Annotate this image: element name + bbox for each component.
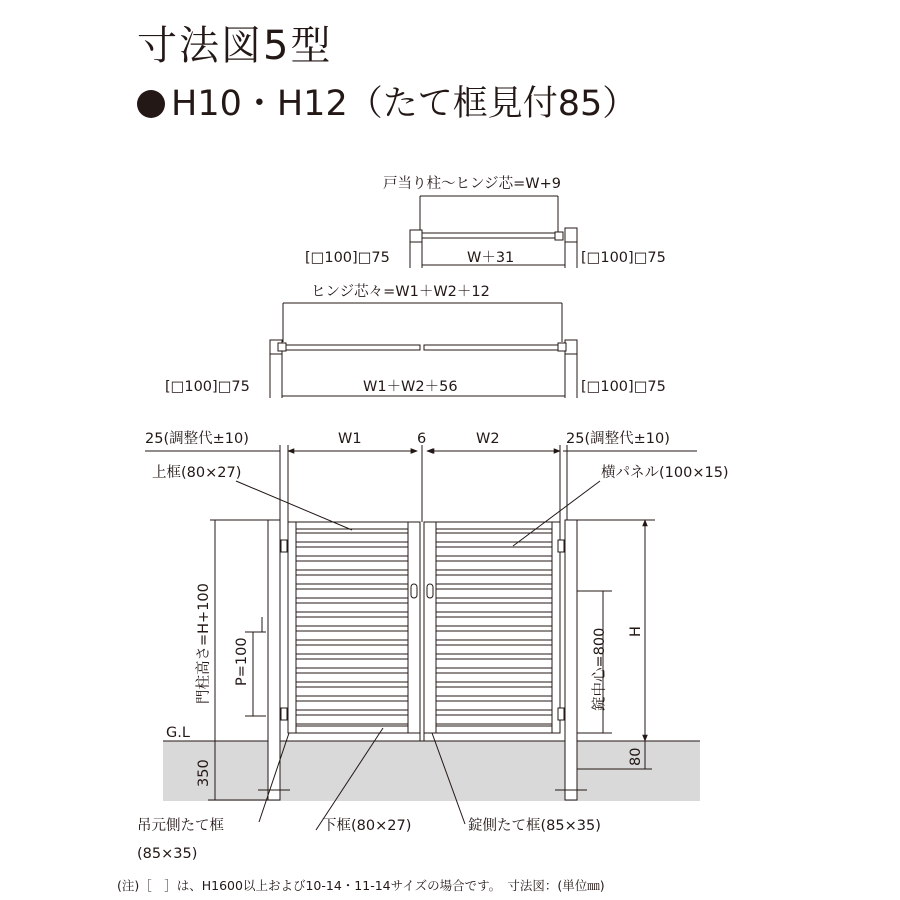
top2-width-label: W1＋W2＋56 <box>363 379 458 395</box>
panel-slat <box>296 701 408 710</box>
left-post <box>268 520 280 800</box>
right-lock-stile <box>424 522 436 733</box>
right-top-frame <box>436 522 552 529</box>
panel-slat <box>436 701 552 710</box>
lower-left-hinge <box>281 708 287 720</box>
top2-right-leaf <box>424 345 562 350</box>
panel-slat <box>296 533 408 542</box>
subtitle-text: H10・H12（たて框見付85） <box>171 84 638 124</box>
right-bottom-frame <box>436 726 552 733</box>
panel-slat <box>296 575 408 584</box>
ground-level-label: G.L <box>166 725 190 741</box>
top2-left-post-label: [□100]□75 <box>165 379 250 395</box>
right-post <box>565 520 577 800</box>
top1-span-label: 戸当り柱～ヒンジ芯=W+9 <box>383 176 561 192</box>
top1-left-post-label: [□100]□75 <box>305 250 390 266</box>
panel-slat <box>296 603 408 612</box>
page-title: 寸法図5型 <box>137 23 333 69</box>
panel-slat <box>436 533 552 542</box>
panel-slat <box>296 631 408 640</box>
panel-slat <box>296 547 408 556</box>
left-handle <box>411 584 417 598</box>
panel-slat <box>296 617 408 626</box>
panel-slat <box>436 715 552 724</box>
right-adjust-label: 25(調整代±10) <box>566 431 670 447</box>
front-view <box>137 429 729 862</box>
pitch-label: P=100 <box>234 637 250 686</box>
panel-slat <box>296 561 408 570</box>
panel-slat <box>436 687 552 696</box>
hinge-stile-label: 吊元側たて框 <box>137 818 224 834</box>
panel-slat <box>436 561 552 570</box>
panel-slat <box>436 659 552 668</box>
panel-slat <box>436 631 552 640</box>
panel-slat <box>436 589 552 598</box>
embed-depth-label: 350 <box>196 759 212 787</box>
top2-right-post-label: [□100]□75 <box>581 379 666 395</box>
left-hinge-stile <box>288 522 296 733</box>
bottom-frame-label: 下框(80×27) <box>322 818 412 834</box>
lock-center-label: 錠中心=800 <box>592 627 608 711</box>
footnote: (注)［ ］は、H1600以上および10-14・11-14サイズの場合です。 寸法図：(単位㎜) <box>117 878 605 893</box>
top2-left-leaf <box>282 345 420 350</box>
panel-slat <box>436 547 552 556</box>
horizontal-panel-label: 横パネル(100×15) <box>601 465 729 481</box>
top1-gate-body <box>422 233 558 238</box>
panel-slat <box>436 603 552 612</box>
hinge-stile-size-label: (85×35) <box>137 846 198 862</box>
left-bottom-frame <box>296 726 408 733</box>
left-top-frame <box>296 522 408 529</box>
w2-label: W2 <box>476 431 500 447</box>
left-lock-stile <box>408 522 420 733</box>
panel-slat <box>436 617 552 626</box>
panel-slat <box>296 659 408 668</box>
top1-left-post <box>410 230 422 242</box>
panel-slat <box>296 687 408 696</box>
panel-slat <box>296 589 408 598</box>
top-view-single <box>305 175 666 268</box>
panel-slat <box>436 645 552 654</box>
right-handle <box>427 584 433 598</box>
panel-slat <box>436 673 552 682</box>
top-view-double <box>165 283 666 398</box>
top2-span-label: ヒンジ芯々=W1＋W2＋12 <box>311 284 490 300</box>
panel-slat <box>296 715 408 724</box>
height-label: H <box>628 626 644 637</box>
upper-right-hinge <box>558 540 564 552</box>
top1-right-post-label: [□100]□75 <box>581 250 666 266</box>
panel-slat <box>436 575 552 584</box>
left-adjust-label: 25(調整代±10) <box>145 431 249 447</box>
lock-stile-label: 錠側たて框(85×35) <box>468 818 601 834</box>
panel-slat <box>296 645 408 654</box>
right-hinge-stile <box>552 522 560 733</box>
panel-slat <box>296 673 408 682</box>
ground-area <box>163 741 700 801</box>
top2-right-post <box>565 340 577 354</box>
post-height-label: 門柱高さ=H+100 <box>196 583 212 704</box>
gap-label: 6 <box>417 431 427 447</box>
ground-clearance-label: 80 <box>628 747 644 766</box>
lower-right-hinge <box>558 708 564 720</box>
w1-label: W1 <box>338 431 362 447</box>
top1-width-label: W＋31 <box>467 250 515 266</box>
top1-right-post <box>565 228 577 242</box>
top-frame-label: 上框(80×27) <box>152 465 242 481</box>
upper-left-hinge <box>281 540 287 552</box>
